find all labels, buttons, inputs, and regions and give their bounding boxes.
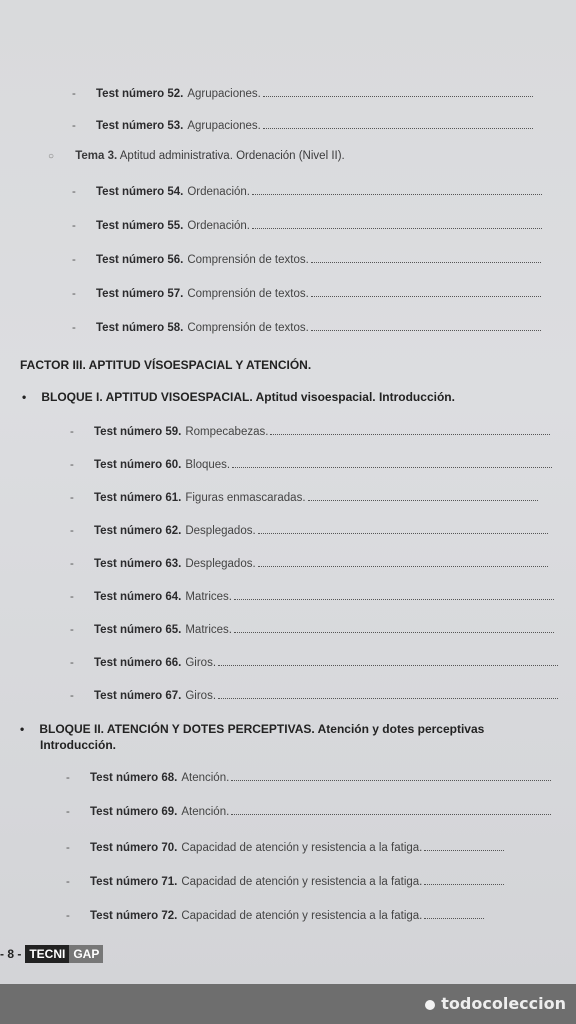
factor-3-heading: FACTOR III. APTITUD VÍSOESPACIAL Y ATENCIÓN.	[20, 358, 312, 372]
toc-entry-72: - Test número 72. Capacidad de atención y resistencia a la fatiga.	[66, 910, 484, 922]
dot-leader	[252, 193, 542, 195]
dot-leader	[258, 565, 548, 567]
toc-entry-66: - Test número 66. Giros.	[70, 657, 558, 669]
page-footer	[0, 944, 103, 964]
toc-entry-71: - Test número 71. Capacidad de atención y resistencia a la fatiga.	[66, 876, 504, 888]
publisher-logo: TECNI	[25, 945, 69, 963]
toc-entry-68: - Test número 68. Atención.	[66, 772, 551, 784]
entry-number: Test número 52.	[96, 88, 184, 100]
dot-leader	[234, 631, 554, 633]
dot-leader	[263, 95, 533, 97]
dot-leader	[218, 664, 558, 666]
circle-bullet-icon: ○	[48, 151, 55, 162]
publisher-logo-accent: GAP	[69, 945, 103, 963]
bullet-icon: •	[20, 722, 25, 736]
dot-leader	[258, 532, 548, 534]
bullet-icon: •	[22, 390, 27, 404]
dot-leader	[311, 261, 541, 263]
toc-entry-62: - Test número 62. Desplegados.	[70, 525, 548, 537]
dot-leader	[232, 466, 552, 468]
dot-leader	[234, 598, 554, 600]
dot-leader	[263, 127, 533, 129]
tema-3-heading: ○ Tema 3. Aptitud administrativa. Ordenación (Nivel II).	[48, 150, 345, 162]
toc-entry-64: - Test número 64. Matrices.	[70, 591, 554, 603]
dot-leader	[308, 499, 538, 501]
watermark: todocoleccion	[425, 994, 566, 1013]
page-number: - 8 -	[0, 947, 22, 961]
bloque-2-heading: • BLOQUE II. ATENCIÓN Y DOTES PERCEPTIVAS. Atención y dotes perceptivas	[20, 722, 485, 736]
dot-leader	[218, 697, 558, 699]
toc-entry-67: - Test número 67. Giros.	[70, 690, 558, 702]
dot-leader	[424, 883, 504, 885]
toc-entry-61: - Test número 61. Figuras enmascaradas.	[70, 492, 538, 504]
toc-entry-65: - Test número 65. Matrices.	[70, 624, 554, 636]
toc-entry-60: - Test número 60. Bloques.	[70, 459, 552, 471]
toc-entry-55: - Test número 55. Ordenación.	[72, 220, 542, 232]
entry-title: Agrupaciones.	[187, 88, 261, 100]
dot-leader	[424, 917, 484, 919]
dot-leader	[231, 813, 551, 815]
dot-leader	[252, 227, 542, 229]
entry-title: Agrupaciones.	[187, 120, 261, 132]
watermark-dot-icon	[425, 1000, 435, 1010]
toc-entry-56: - Test número 56. Comprensión de textos.	[72, 254, 541, 266]
bloque-1-heading: • BLOQUE I. APTITUD VISOESPACIAL. Aptitud visoespacial. Introducción.	[22, 390, 455, 404]
dot-leader	[311, 295, 541, 297]
dot-leader	[231, 779, 551, 781]
toc-entry-69: - Test número 69. Atención.	[66, 806, 551, 818]
dot-leader	[424, 849, 504, 851]
toc-entry-58: - Test número 58. Comprensión de textos.	[72, 322, 541, 334]
dot-leader	[270, 433, 550, 435]
toc-entry-52: - Test número 52. Agrupaciones.	[72, 88, 533, 100]
bloque-2-subheading: Introducción.	[40, 738, 116, 752]
toc-entry-70: - Test número 70. Capacidad de atención y resistencia a la fatiga.	[66, 842, 504, 854]
toc-entry-63: - Test número 63. Desplegados.	[70, 558, 548, 570]
entry-number: Test número 53.	[96, 120, 184, 132]
dot-leader	[311, 329, 541, 331]
toc-entry-54: - Test número 54. Ordenación.	[72, 186, 542, 198]
toc-entry-59: - Test número 59. Rompecabezas.	[70, 426, 550, 438]
toc-entry-53: - Test número 53. Agrupaciones.	[72, 120, 533, 132]
toc-entry-57: - Test número 57. Comprensión de textos.	[72, 288, 541, 300]
